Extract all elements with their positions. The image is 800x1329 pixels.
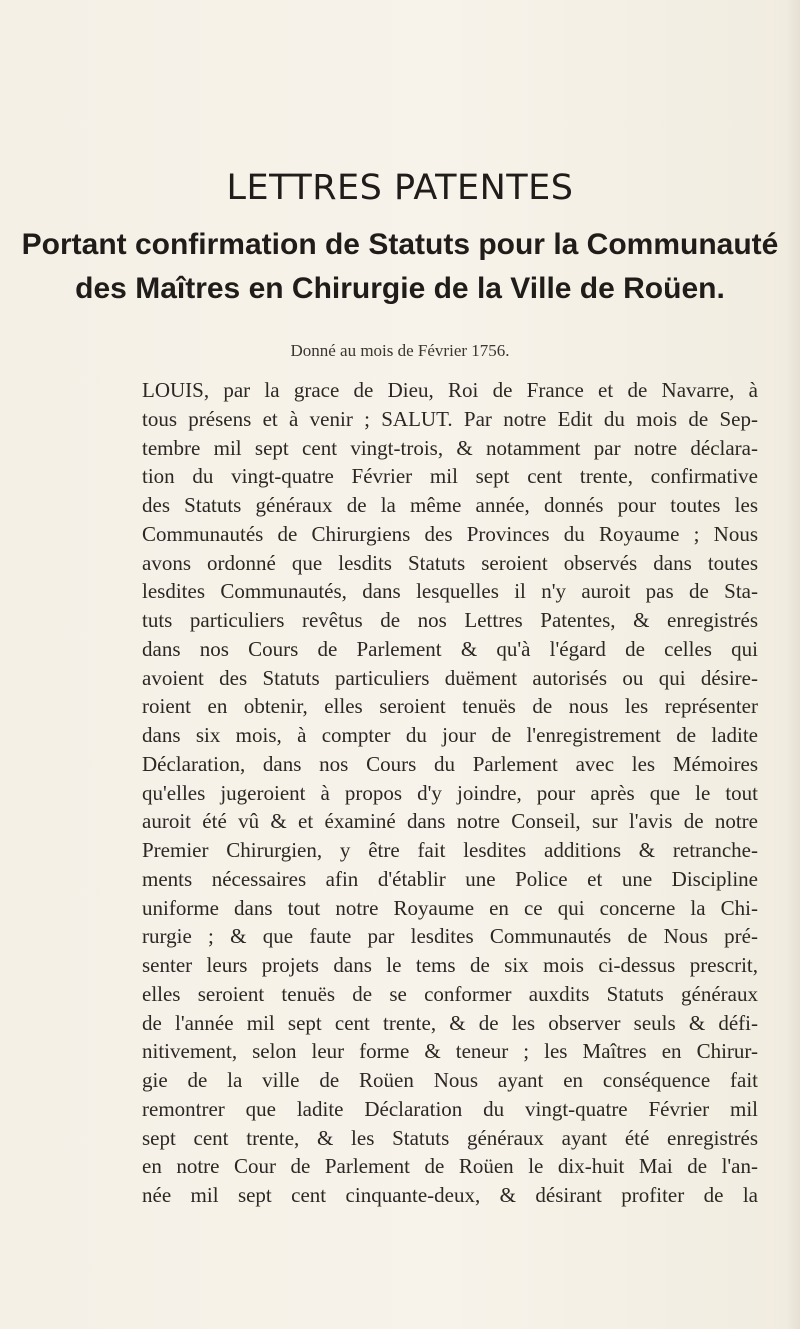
document-date-line: Donné au mois de Février 1756. <box>290 341 510 360</box>
body-line: tembre mil sept cent vingt-trois, & notamment par notre déclara- <box>142 435 758 460</box>
body-line: des Statuts généraux de la même année, donnés pour toutes les <box>142 493 758 517</box>
body-line: dans six mois, à compter du jour de l'enregistrement de ladite <box>142 723 758 747</box>
body-line: ments nécessaires afin d'établir une Police et une Discipline <box>142 866 758 891</box>
body-line: en notre Cour de Parlement de Roüen le dix-huit Mai de l'an- <box>142 1154 758 1179</box>
body-line: avons ordonné que lesdits Statuts seroient observés dans toutes <box>142 550 758 575</box>
body-line: qu'elles jugeroient à propos d'y joindre, pour après que le tout <box>142 780 758 805</box>
body-line: roient en obtenir, elles seroient tenuës de nous les représenter <box>142 694 758 719</box>
document-title: LETTRES PATENTES <box>226 168 574 208</box>
body-line: auroit été vû & et éxaminé dans notre Conseil, sur l'avis de notre <box>142 809 758 834</box>
document-body <box>142 376 758 1210</box>
body-line: remontrer que ladite Déclaration du vingt-quatre Février mil <box>142 1096 758 1121</box>
body-line: tion du vingt-quatre Février mil sept cent trente, confirmative <box>142 464 758 489</box>
body-line: gie de la ville de Roüen Nous ayant en conséquence fait <box>142 1068 758 1092</box>
body-line: Communautés de Chirurgiens des Provinces du Royaume ; Nous <box>142 521 758 546</box>
document-subtitle-line-2: des Maîtres en Chirurgie de la Ville de Roüen. <box>75 272 725 305</box>
body-line: uniforme dans tout notre Royaume en ce qui concerne la Chi- <box>142 895 758 920</box>
body-line: lesdites Communautés, dans lesquelles il n'y auroit pas de Sta- <box>142 579 758 604</box>
body-line: tous présens et à venir ; SALUT. Par notre Edit du mois de Sep- <box>142 406 758 431</box>
body-line: tuts particuliers revêtus de nos Lettres Patentes, & enregistrés <box>142 608 758 632</box>
body-line: Premier Chirurgien, y être fait lesdites additions & retranche- <box>142 838 758 862</box>
body-line: rurgie ; & que faute par lesdites Communautés de Nous pré- <box>142 924 758 949</box>
body-line: LOUIS, par la grace de Dieu, Roi de France et de Navarre, à <box>142 378 758 402</box>
body-line: nitivement, selon leur forme & teneur ; les Maîtres en Chirur- <box>142 1039 758 1064</box>
body-line: senter leurs projets dans le tems de six mois ci-dessus prescrit, <box>142 953 758 977</box>
body-line: Déclaration, dans nos Cours du Parlement avec les Mémoires <box>142 751 758 776</box>
body-line: sept cent trente, & les Statuts généraux ayant été enregistrés <box>142 1125 758 1150</box>
document-subtitle-line-1: Portant confirmation de Statuts pour la Communauté <box>21 228 779 261</box>
body-line: avoient des Statuts particuliers duëment autorisés ou qui désire- <box>142 665 758 690</box>
body-line: née mil sept cent cinquante-deux, & désirant profiter de la <box>142 1183 758 1207</box>
body-line: dans nos Cours de Parlement & qu'à l'égard de celles qui <box>142 636 758 661</box>
body-line: elles seroient tenuës de se conformer auxdits Statuts généraux <box>142 981 758 1006</box>
body-line: de l'année mil sept cent trente, & de les observer seuls & défi- <box>142 1010 758 1035</box>
